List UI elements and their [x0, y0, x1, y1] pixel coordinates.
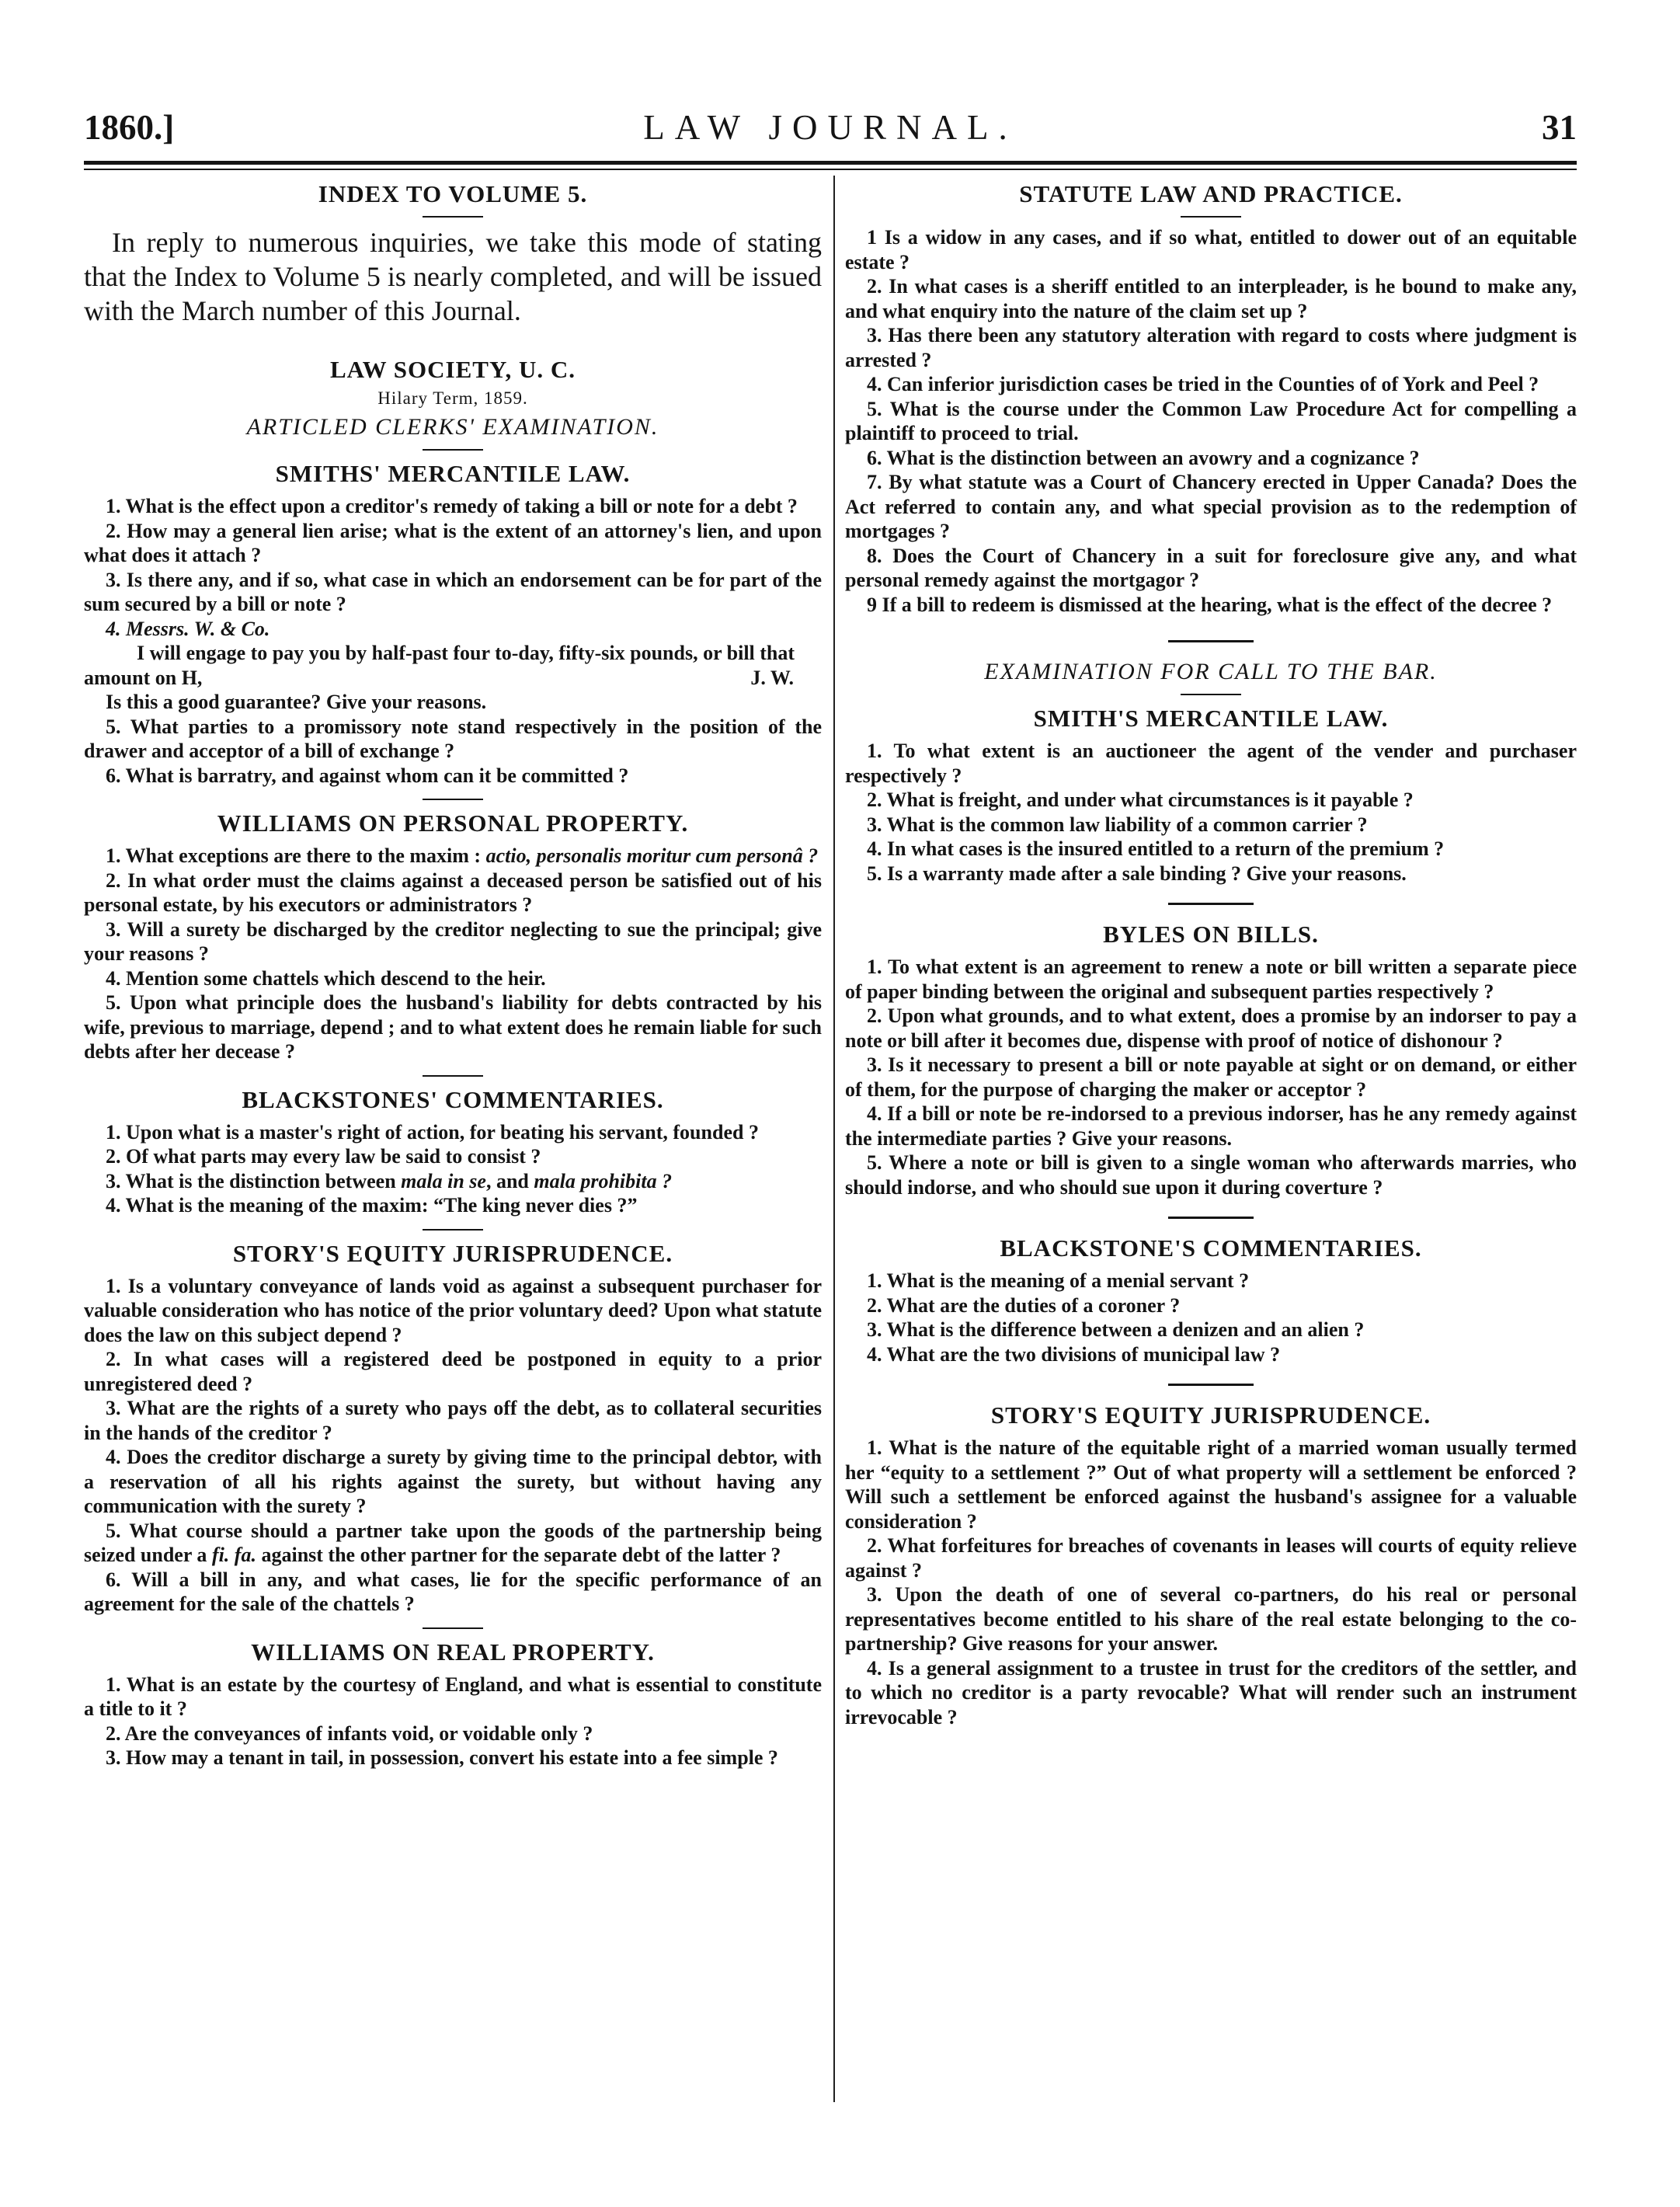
latin-term: mala prohibita ? — [534, 1169, 673, 1192]
section-heading: SMITHS' MERCANTILE LAW. — [275, 460, 631, 487]
question: 3. What is the difference between a denizen and an alien ? — [867, 1318, 1365, 1341]
latin-term: fi. fa. — [211, 1544, 256, 1566]
question: 4. Messrs. W. & Co. — [106, 617, 270, 640]
question: 1. What is the meaning of a menial servant ? — [867, 1269, 1250, 1292]
question: 2. Of what parts may every law be said to consist ? — [106, 1145, 541, 1168]
latin-maxim: actio, personalis moritur cum personâ ? — [485, 844, 819, 867]
question: 4. Is a general assignment to a trustee in trust for the creditors of the settler, and to which no creditor is a party revocable? What will render such an instrument irrevocable ? — [845, 1656, 1577, 1728]
running-head — [84, 107, 1577, 162]
question-text: 3. What is the distinction between — [106, 1169, 402, 1192]
divider — [1168, 903, 1254, 905]
question-text: against the other partner for the separate debt of the latter ? — [256, 1544, 781, 1566]
question: 1. What is the effect upon a creditor's remedy of taking a bill or note for a debt ? — [106, 495, 798, 517]
question: 1. To what extent is an agreement to renew a note or bill written a separate piece of paper binding between the original and subsequent parties respectively ? — [845, 956, 1577, 1003]
section-heading: SMITH'S MERCANTILE LAW. — [1033, 705, 1389, 732]
divider — [423, 1075, 483, 1077]
question: 2. What forfeitures for breaches of covenants in leases will courts of equity relieve against ? — [845, 1534, 1577, 1582]
question-text: 5. What course should a partner take upon the goods of the partnership being seized under a — [84, 1519, 822, 1566]
question: 2. In what cases will a registered deed be postponed in equity to a prior unregistered deed ? — [84, 1348, 822, 1395]
question: 1. Upon what is a master's right of action, for beating his servant, founded ? — [106, 1120, 759, 1144]
term-label: Hilary Term, 1859. — [377, 388, 528, 408]
question: 3. How may a tenant in tail, in possession, convert his estate into a fee simple ? — [106, 1746, 778, 1769]
question: 3. Has there been any statutory alteration with regard to costs where judgment is arrested ? — [845, 324, 1577, 371]
journal-title: LAW JOURNAL. — [643, 108, 1017, 147]
question: 2. Upon what grounds, and to what extent, does a promise by an indorser to pay a note or bill after it becomes due, dispense with proof of notice of dishonour ? — [845, 1004, 1577, 1052]
section-heading: STATUTE LAW AND PRACTICE. — [1019, 180, 1403, 207]
divider — [1168, 1217, 1254, 1219]
question: 4. What is the meaning of the maxim: “The king never dies ?” — [106, 1194, 638, 1217]
letter-body: I will engage to pay you by half-past four to-day, fifty-six pounds, or bill that amount on H, — [84, 642, 795, 689]
left-column — [84, 176, 822, 1770]
divider — [1168, 640, 1254, 642]
section-heading: WILLIAMS ON REAL PROPERTY. — [251, 1638, 655, 1666]
exam-heading: ARTICLED CLERKS' EXAMINATION. — [246, 414, 659, 440]
question — [84, 1169, 822, 1194]
divider — [423, 449, 483, 451]
question: 6. What is the distinction between an avowry and a cognizance ? — [867, 446, 1420, 469]
latin-term: mala in se — [401, 1169, 486, 1192]
year-label: 1860.] — [84, 108, 175, 147]
question: 6. What is barratry, and against whom can it be committed ? — [106, 764, 629, 787]
question: 4. Mention some chattels which descend to the heir. — [106, 966, 546, 990]
question: 3. Is there any, and if so, what case in which an endorsement can be for part of the sum secured by a bill or note ? — [84, 568, 822, 615]
question: 2. What are the duties of a coroner ? — [867, 1293, 1181, 1317]
question: 4. If a bill or note be re-indorsed to a previous indorser, has he any remedy against the intermediate parties ? Give your reasons. — [845, 1102, 1577, 1150]
question: 3. Is it necessary to present a bill or note payable at sight or on demand, or either of them, for the purpose of charging the maker or acceptor ? — [845, 1053, 1577, 1101]
divider — [1181, 216, 1241, 218]
question: 5. What is the course under the Common Law Procedure Act for compelling a plaintiff to proceed to trial. — [845, 397, 1577, 444]
question: 2. In what cases is a sheriff entitled to an interpleader, is he bound to make any, and what enquiry into the nature of the claim set up ? — [845, 275, 1577, 322]
question: 5. What parties to a promissory note stand respectively in the position of the drawer and acceptor of a bill of exchange ? — [84, 715, 822, 762]
question: 4. Does the creditor discharge a surety by giving time to the principal debtor, with a reservation of all his rights against the surety, but without having any communication with the surety ? — [84, 1446, 822, 1517]
header-rule-thick — [84, 161, 1577, 165]
letter-text — [84, 641, 822, 690]
index-notice: In reply to numerous inquiries, we take this mode of stating that the Index to Volume 5 is nearly completed, and will be issued with the March number of this Journal. — [84, 227, 822, 326]
question: 5. Where a note or bill is given to a single woman who afterwards marries, who should indorse, and who should sue upon it during coverture ? — [845, 1151, 1577, 1199]
letter-signature: J. W. — [750, 666, 794, 689]
question: 1 Is a widow in any cases, and if so what, entitled to dower out of an equitable estate ? — [845, 226, 1577, 273]
column-divider — [833, 176, 835, 2102]
question: 4. Can inferior jurisdiction cases be tried in the Counties of of York and Peel ? — [867, 373, 1539, 395]
section-heading: STORY'S EQUITY JURISPRUDENCE. — [990, 1401, 1431, 1429]
section-heading: BYLES ON BILLS. — [1103, 921, 1319, 948]
question: 2. Are the conveyances of infants void, or voidable only ? — [106, 1721, 593, 1745]
question: 1. What is an estate by the courtesy of England, and what is essential to constitute a title to it ? — [84, 1673, 822, 1720]
question — [84, 1519, 822, 1568]
index-heading: INDEX TO VOLUME 5. — [318, 180, 588, 207]
question: 7. By what statute was a Court of Chancery erected in Upper Canada? Does the Act referred to contain any, and what special provision as to the redemption of mortgages ? — [845, 471, 1577, 542]
section-heading: BLACKSTONES' COMMENTARIES. — [242, 1085, 664, 1113]
section-heading: BLACKSTONE'S COMMENTARIES. — [1000, 1234, 1422, 1262]
question-text: , and — [485, 1169, 534, 1192]
divider — [1181, 694, 1241, 695]
question: 3. What is the common law liability of a common carrier ? — [867, 813, 1368, 836]
question: 1. Is a voluntary conveyance of lands void as against a subsequent purchaser for valuable consideration who has notice of the prior voluntary deed? Upon what statute does the law on this subject depend ? — [84, 1274, 823, 1346]
divider — [423, 1627, 483, 1629]
question: 5. Upon what principle does the husband's liability for debts contracted by his wife, previous to marriage, depend ; and to what extent does he remain liable for such debts after her decease ? — [84, 991, 822, 1063]
header-rule-thin — [84, 169, 1577, 170]
question: 4. In what cases is the insured entitled to a return of the premium ? — [867, 837, 1445, 860]
section-heading: WILLIAMS ON PERSONAL PROPERTY. — [217, 809, 689, 837]
right-column — [845, 176, 1577, 1729]
society-heading: LAW SOCIETY, U. C. — [329, 356, 576, 383]
question: 9 If a bill to redeem is dismissed at the hearing, what is the effect of the decree ? — [867, 593, 1553, 616]
question: 2. In what order must the claims against a deceased person be satisfied out of his personal estate, by his executors or administrators ? — [84, 869, 822, 916]
call-heading: EXAMINATION FOR CALL TO THE BAR. — [984, 659, 1438, 684]
question: 3. What are the rights of a surety who pays off the debt, as to collateral securities in the hands of the creditor ? — [84, 1397, 822, 1444]
question: 1. What is the nature of the equitable right of a married woman usually termed her “equity to a settlement ?” Out of what property will a settlement be enforced ? Will such a settlement be enforced against the husband's assignee for a valuable consideration ? — [845, 1436, 1577, 1533]
divider — [423, 799, 483, 800]
question — [84, 844, 822, 869]
section-heading: STORY'S EQUITY JURISPRUDENCE. — [232, 1239, 673, 1267]
question-text: 1. What exceptions are there to the maxim : — [106, 844, 486, 867]
question: 6. Will a bill in any, and what cases, lie for the specific performance of an agreement for the sale of the chattels ? — [84, 1568, 822, 1615]
question: 3. Upon the death of one of several co-partners, do his real or personal representatives become entitled to his share of the real estate belonging to the co-partnership? Give reasons for your answer. — [845, 1583, 1577, 1655]
divider — [423, 216, 483, 218]
question: 3. Will a surety be discharged by the creditor neglecting to sue the principal; give your reasons ? — [84, 917, 822, 965]
divider — [1168, 1384, 1254, 1386]
question: 8. Does the Court of Chancery in a suit for foreclosure give any, and what personal remedy against the mortgagor ? — [845, 544, 1577, 591]
question: 1. To what extent is an auctioneer the agent of the vender and purchaser respectively ? — [845, 740, 1577, 787]
question: 2. What is freight, and under what circumstances is it payable ? — [867, 788, 1414, 811]
question: 5. Is a warranty made after a sale binding ? Give your reasons. — [867, 862, 1407, 885]
question: 4. What are the two divisions of municipal law ? — [867, 1342, 1281, 1366]
question: Is this a good guarantee? Give your reasons. — [106, 691, 487, 713]
question: 2. How may a general lien arise; what is the extent of an attorney's lien, and upon what does it attach ? — [84, 519, 822, 566]
page-number: 31 — [1542, 108, 1577, 147]
divider — [423, 1229, 483, 1231]
